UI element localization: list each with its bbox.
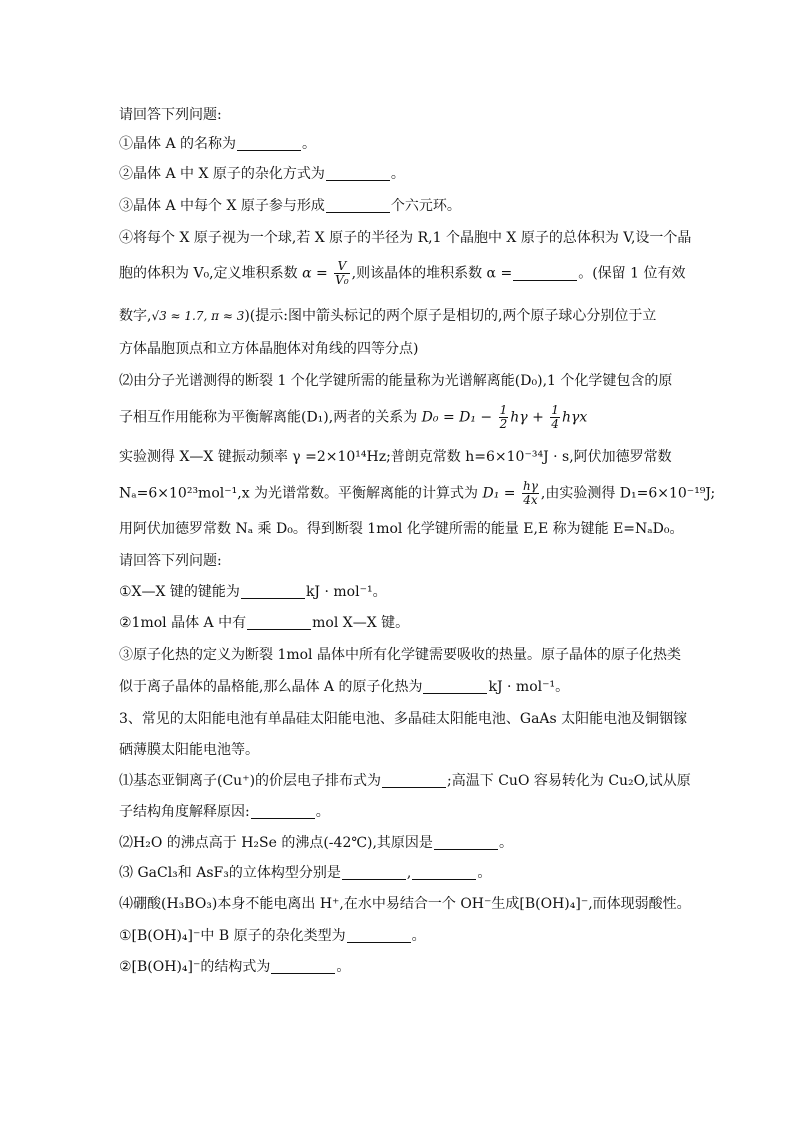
text: 。 bbox=[302, 136, 317, 152]
question-2-1 bbox=[119, 583, 794, 601]
text: 似于离子晶体的晶格能,那么晶体 A 的原子化热为 bbox=[119, 679, 423, 695]
question-3-4-2 bbox=[119, 958, 794, 976]
text: )(提示:图中箭头标记的两个原子是相切的,两个原子球心分别位于立 bbox=[244, 308, 657, 324]
answer-blank[interactable] bbox=[241, 584, 305, 599]
text: 请回答下列问题: bbox=[119, 553, 222, 569]
question-4-line2 bbox=[119, 260, 794, 287]
text: ①X—X 键的键能为 bbox=[119, 584, 240, 600]
text: ,则该晶体的堆积系数 α = bbox=[351, 265, 513, 282]
text: ③晶体 A 中每个 X 原子参与形成 bbox=[119, 198, 325, 214]
answer-blank[interactable] bbox=[326, 166, 390, 181]
formula-term: hγ + bbox=[510, 409, 544, 426]
text: ①[B(OH)₄]⁻中 B 原子的杂化类型为 bbox=[119, 928, 346, 944]
text: ⑷硼酸(H₃BO₃)本身不能电离出 H⁺,在水中易结合一个 OH⁻生成[B(OH)₄]⁻,而体现弱酸性。 bbox=[119, 896, 691, 912]
answer-blank[interactable] bbox=[434, 835, 498, 850]
text: 。 bbox=[411, 928, 426, 944]
fraction-quarter bbox=[550, 404, 560, 431]
question-prompt bbox=[119, 106, 794, 124]
text: kJ · mol⁻¹。 bbox=[488, 679, 570, 695]
answer-blank[interactable] bbox=[251, 804, 315, 819]
text: ②晶体 A 中 X 原子的杂化方式为 bbox=[119, 166, 325, 182]
fraction-hg-over-4x bbox=[522, 480, 539, 507]
answer-blank[interactable] bbox=[423, 679, 487, 694]
text: ⑴基态亚铜离子(Cu⁺)的价层电子排布式为 bbox=[119, 773, 382, 789]
text: 用阿伏加德罗常数 Nₐ 乘 D₀。得到断裂 1mol 化学键所需的能量 E,E 称为键能 E=NₐD₀。 bbox=[119, 521, 684, 537]
question-3-3 bbox=[119, 864, 794, 882]
answer-blank[interactable] bbox=[412, 865, 476, 880]
numerator: 1 bbox=[499, 403, 508, 417]
question-2-2 bbox=[119, 614, 794, 632]
text: kJ · mol⁻¹。 bbox=[305, 584, 387, 600]
part-2-line1 bbox=[119, 372, 794, 390]
question-4-line4 bbox=[119, 340, 794, 358]
text: 。 bbox=[390, 166, 405, 182]
text: ,由实验测得 D₁=6×10⁻¹⁹J; bbox=[540, 485, 716, 502]
text: Nₐ=6×10²³mol⁻¹,x 为光谱常数。平衡解离能的计算式为 bbox=[119, 485, 479, 502]
answer-blank[interactable] bbox=[347, 928, 411, 943]
question-1 bbox=[119, 135, 794, 153]
numerator: 1 bbox=[551, 403, 559, 417]
answer-blank[interactable] bbox=[342, 865, 406, 880]
text: ⑵由分子光谱测得的断裂 1 个化学键所需的能量称为光谱解离能(D₀),1 个化学键包含的原 bbox=[119, 373, 673, 389]
part-2-line3 bbox=[119, 448, 794, 466]
question-3-1-line2 bbox=[119, 803, 794, 821]
text: 请回答下列问题: bbox=[119, 107, 222, 123]
text: 硒薄膜太阳能电池等。 bbox=[119, 742, 259, 758]
formula-alpha: α = bbox=[302, 265, 328, 282]
text: 胞的体积为 V₀,定义堆积系数 bbox=[119, 265, 298, 282]
text: 。(保留 1 位有效 bbox=[578, 265, 686, 282]
text: ①晶体 A 的名称为 bbox=[119, 136, 237, 152]
text: ④将每个 X 原子视为一个球,若 X 原子的半径为 R,1 个晶胞中 X 原子的总体积为 V,设一个晶 bbox=[119, 230, 692, 246]
question-4-line1 bbox=[119, 229, 794, 247]
text: ②[B(OH)₄]⁻的结构式为 bbox=[119, 959, 271, 975]
formula-term: hγx bbox=[561, 409, 588, 426]
denominator: V₀ bbox=[335, 273, 349, 287]
text: 。 bbox=[498, 835, 513, 851]
answer-blank[interactable] bbox=[513, 266, 577, 281]
fraction-v-over-v0 bbox=[334, 260, 349, 287]
text: 。 bbox=[477, 865, 492, 881]
question-3-2 bbox=[119, 834, 794, 852]
denominator: 4 bbox=[551, 417, 559, 431]
denominator: 4x bbox=[523, 493, 538, 507]
numerator: hγ bbox=[522, 479, 538, 493]
text: 数字, bbox=[119, 308, 152, 324]
problem-3-line1 bbox=[119, 710, 794, 728]
text: ⑶ GaCl₃和 AsF₃的立体构型分别是 bbox=[119, 865, 341, 881]
part-2-line5 bbox=[119, 520, 794, 538]
answer-blank[interactable] bbox=[247, 615, 311, 630]
formula-approx: √3 ≈ 1.7, π ≈ 3 bbox=[151, 309, 245, 323]
question-3 bbox=[119, 197, 794, 215]
text: ⑵H₂O 的沸点高于 H₂Se 的沸点(-42℃),其原因是 bbox=[119, 835, 433, 851]
denominator: 2 bbox=[499, 417, 508, 431]
text: mol X—X 键。 bbox=[312, 615, 410, 631]
formula-d0: D₀ = D₁ − bbox=[421, 409, 493, 426]
part-2-line2 bbox=[119, 404, 794, 431]
answer-blank[interactable] bbox=[382, 773, 446, 788]
answer-blank[interactable] bbox=[271, 959, 335, 974]
text: 个六元环。 bbox=[390, 198, 461, 214]
text: 方体晶胞顶点和立方体晶胞体对角线的四等分点) bbox=[119, 341, 419, 357]
answer-blank[interactable] bbox=[326, 198, 390, 213]
text: 子相互作用能称为平衡解离能(D₁),两者的关系为 bbox=[119, 409, 418, 426]
text: 。 bbox=[315, 804, 330, 820]
question-3-4-1 bbox=[119, 927, 794, 945]
part-2-line4 bbox=[119, 480, 794, 507]
question-2 bbox=[119, 165, 794, 183]
question-3-1-line1 bbox=[119, 772, 794, 790]
text: ③原子化热的定义为断裂 1mol 晶体中所有化学键需要吸收的热量。原子晶体的原子化热类 bbox=[119, 647, 681, 663]
text: 3、常见的太阳能电池有单晶硅太阳能电池、多晶硅太阳能电池、GaAs 太阳能电池及铜铟镓 bbox=[119, 711, 688, 727]
text: ②1mol 晶体 A 中有 bbox=[119, 615, 247, 631]
text: 子结构角度解释原因: bbox=[119, 804, 250, 820]
problem-3-line2 bbox=[119, 741, 794, 759]
numerator: V bbox=[334, 260, 349, 274]
answer-blank[interactable] bbox=[237, 136, 301, 151]
question-2-3-line2 bbox=[119, 678, 794, 696]
fraction-half bbox=[499, 404, 509, 431]
text: , bbox=[406, 865, 412, 881]
text: ;高温下 CuO 容易转化为 Cu₂O,试从原 bbox=[447, 773, 691, 789]
question-4-line3 bbox=[119, 307, 794, 325]
question-prompt-2 bbox=[119, 552, 794, 570]
text: 实验测得 X—X 键振动频率 γ =2×10¹⁴Hz;普朗克常数 h=6×10⁻³⁴J · s,阿伏加德罗常数 bbox=[119, 449, 672, 465]
text: 。 bbox=[336, 959, 351, 975]
question-3-4 bbox=[119, 895, 794, 913]
question-2-3-line1 bbox=[119, 646, 794, 664]
formula-d1: D₁ = bbox=[482, 485, 516, 502]
